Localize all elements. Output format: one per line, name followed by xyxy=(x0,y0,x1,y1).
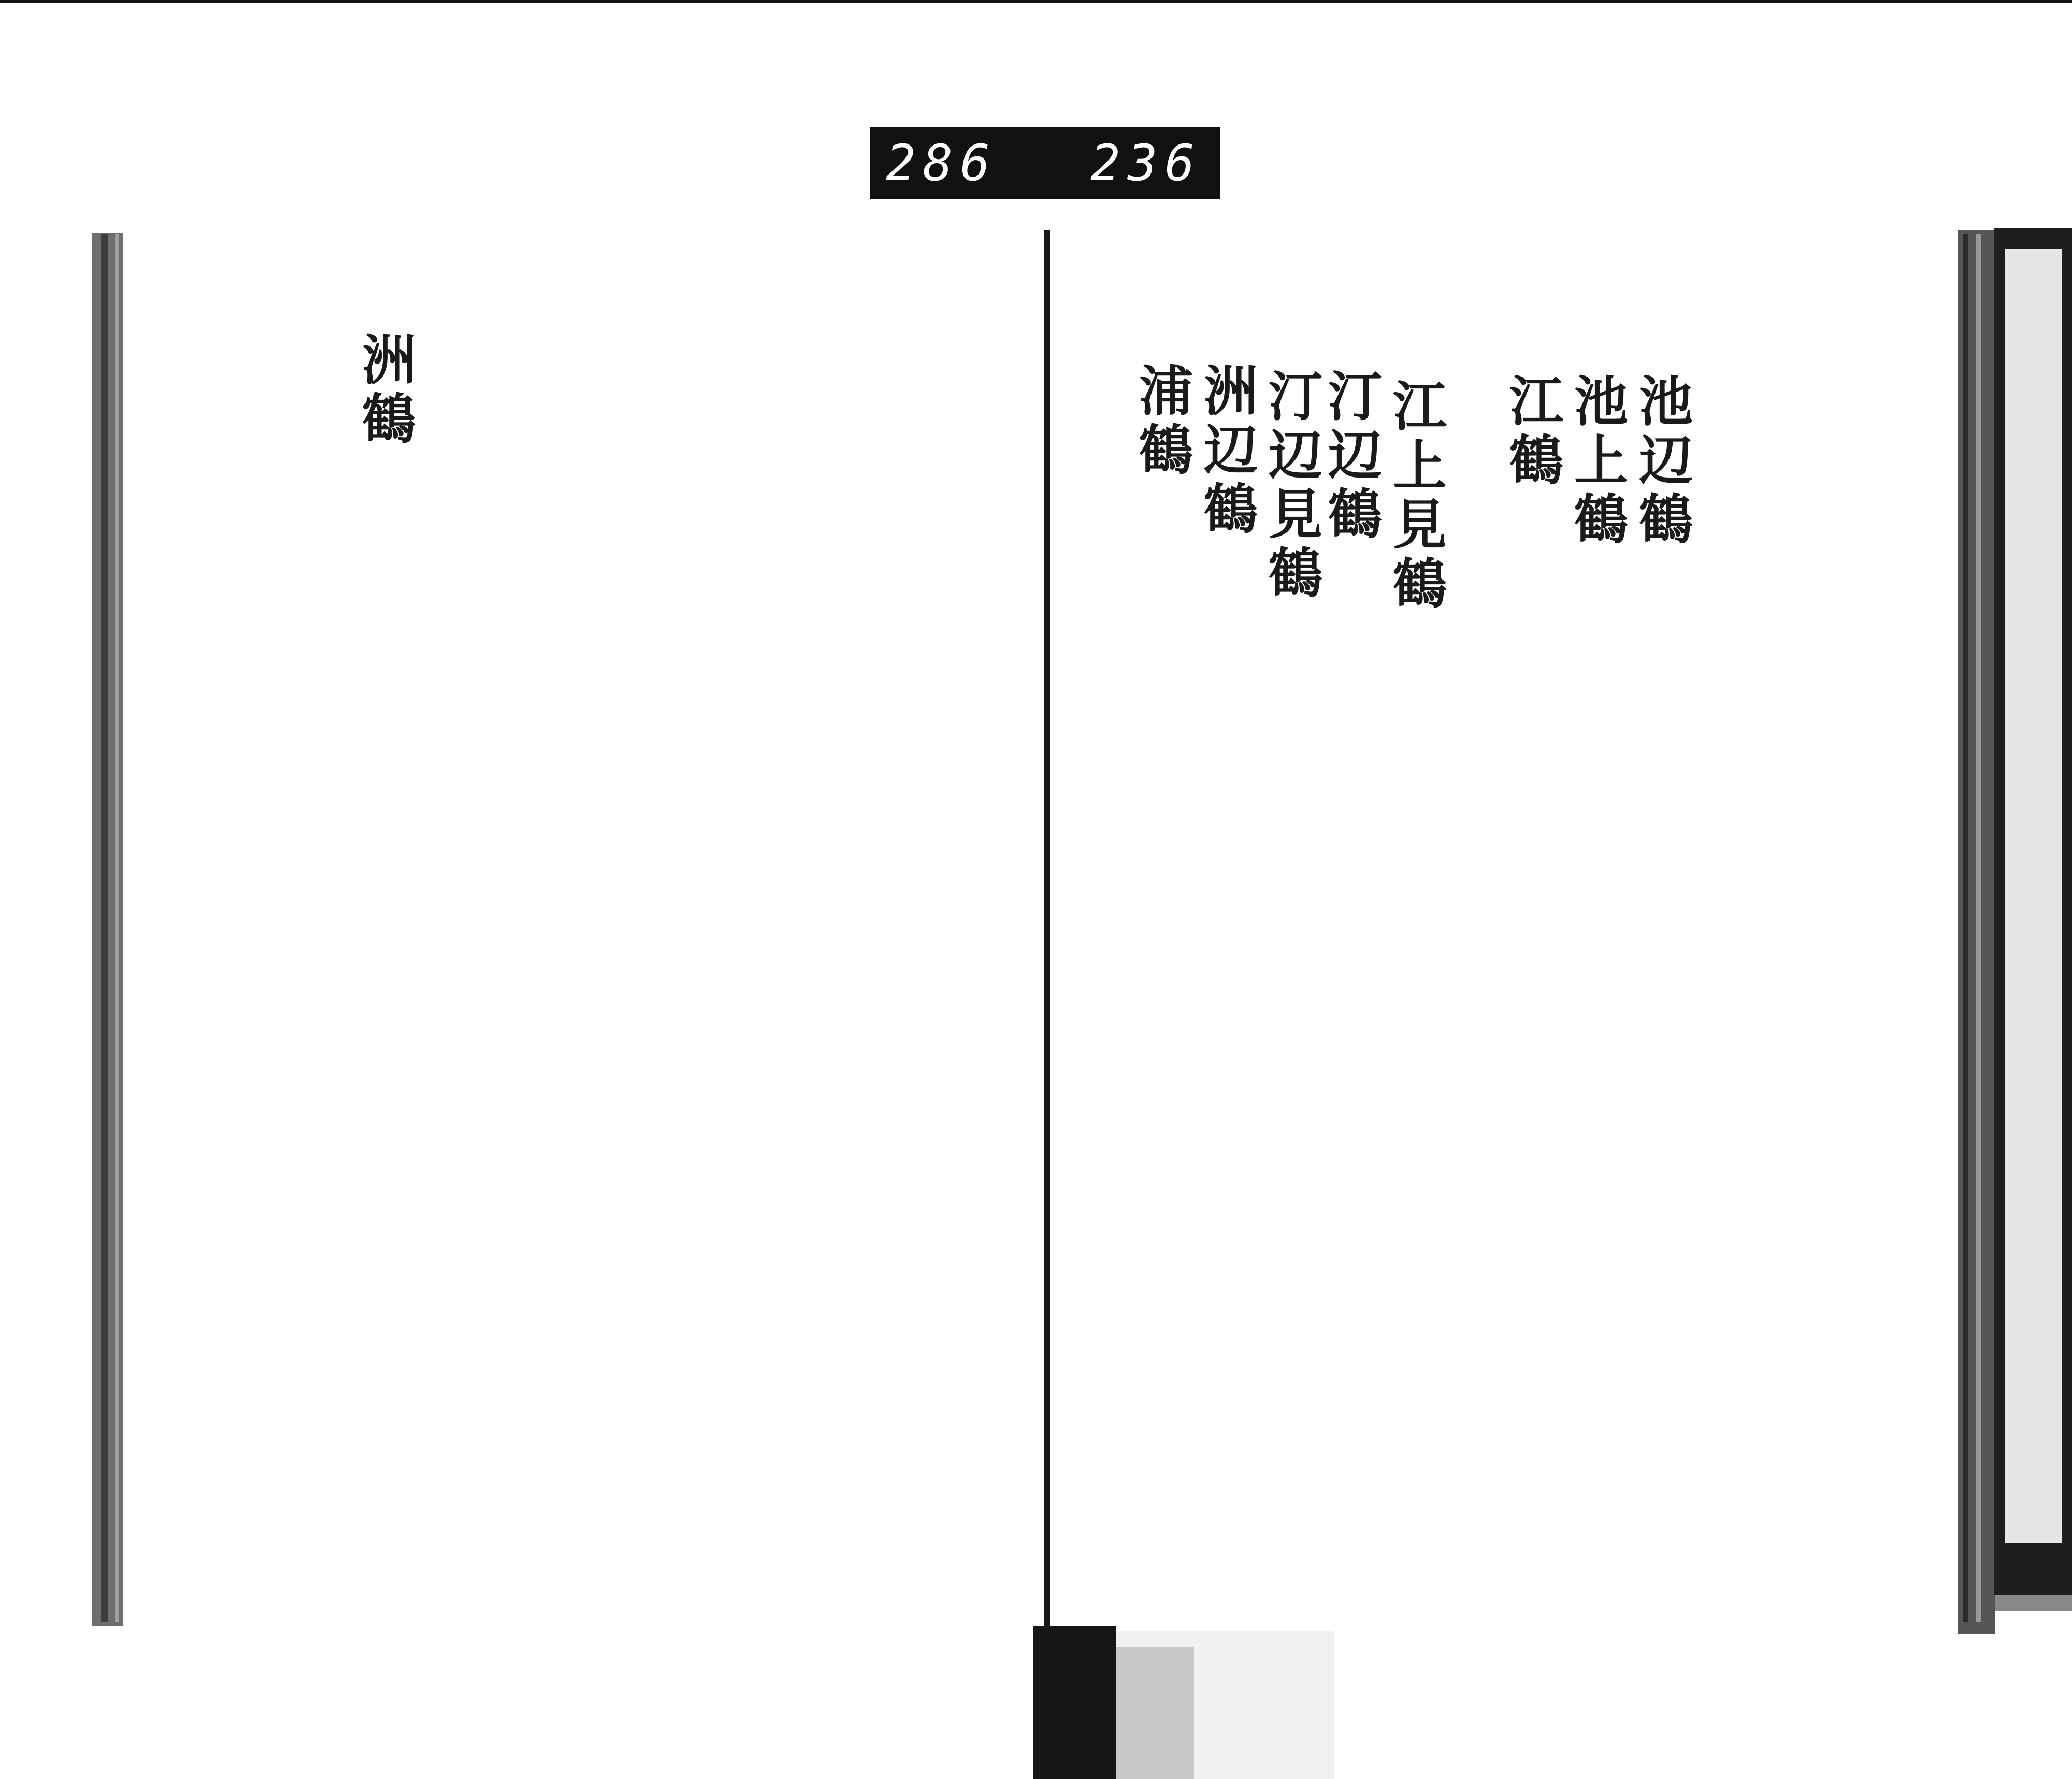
scan-label-right: 236 xyxy=(1090,134,1202,192)
gutter xyxy=(1044,230,1050,1639)
heading-right-4: 江上見鶴 xyxy=(1384,378,1447,614)
heading-right-1: 池辺鶴 xyxy=(1630,373,1693,550)
left-page xyxy=(101,230,1049,1650)
scan-label-left: 286 xyxy=(886,134,998,192)
heading-left-1: 洲鶴 xyxy=(353,331,416,450)
gutter-shadow xyxy=(1033,1626,1116,1779)
heading-right-8: 浦鶴 xyxy=(1130,363,1193,481)
heading-right-5: 汀辺鶴 xyxy=(1319,368,1383,545)
scan-top-rule xyxy=(0,0,2072,3)
heading-right-2: 池上鶴 xyxy=(1565,373,1629,550)
heading-right-3: 江鶴 xyxy=(1500,373,1564,491)
heading-right-7: 洲辺鶴 xyxy=(1195,363,1258,540)
heading-right-6: 汀辺見鶴 xyxy=(1259,368,1323,604)
scan-label xyxy=(870,127,1220,199)
